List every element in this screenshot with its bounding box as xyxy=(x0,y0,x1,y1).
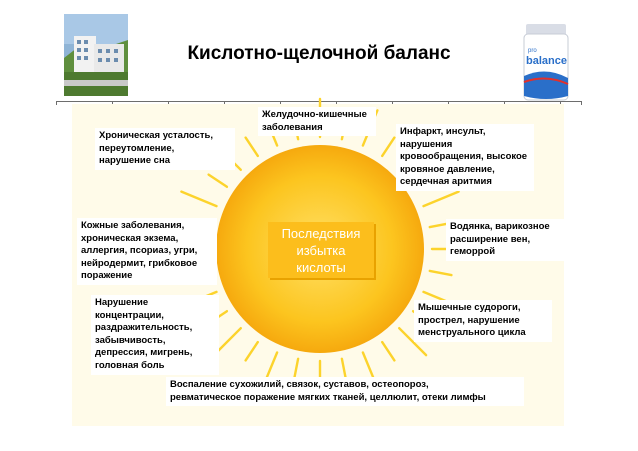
label-cramps: Мышечные судороги, прострел, нарушение менструального цикла xyxy=(414,300,552,342)
sun-ray xyxy=(382,138,394,156)
label-heart: Инфаркт, инсульт, нарушения кровообращения, высокое кровяное давление, сердечная аритмия xyxy=(396,124,534,191)
product-brand: balance xyxy=(526,55,567,67)
sun-ray xyxy=(181,192,216,207)
sun-ray xyxy=(209,175,227,187)
label-skin: Кожные заболевания, хроническая экзема, аллергия, псориаз, угри, нейродермит, грибковое поражение xyxy=(77,218,217,285)
sun-ray xyxy=(424,192,459,207)
label-gastro: Желудочно-кишечные заболевания xyxy=(258,107,376,136)
center-text: Последствия избытка кислоты xyxy=(281,225,361,275)
label-fatigue: Хроническая усталость, переутомление, нарушение сна xyxy=(95,128,235,170)
center-label xyxy=(268,222,374,278)
label-dropsy: Водянка, варикозное расширение вен, геморрой xyxy=(446,219,572,261)
sun-ray xyxy=(430,271,452,275)
sun-ray xyxy=(382,342,394,360)
label-concentration: Нарушение концентрации, раздражительность, забывчивость, депрессия, мигрень, головная боль xyxy=(91,295,219,375)
slide-title: Кислотно-щелочной баланс xyxy=(187,43,451,64)
sun-ray xyxy=(246,342,258,360)
product-brand-small: pro xyxy=(528,48,537,54)
label-inflammation: Воспаление сухожилий, связок, суставов, остеопороз, ревматическое поражение мягких тканей, целлюлит, отеки лимфы xyxy=(166,377,524,406)
sun-ray xyxy=(246,138,258,156)
